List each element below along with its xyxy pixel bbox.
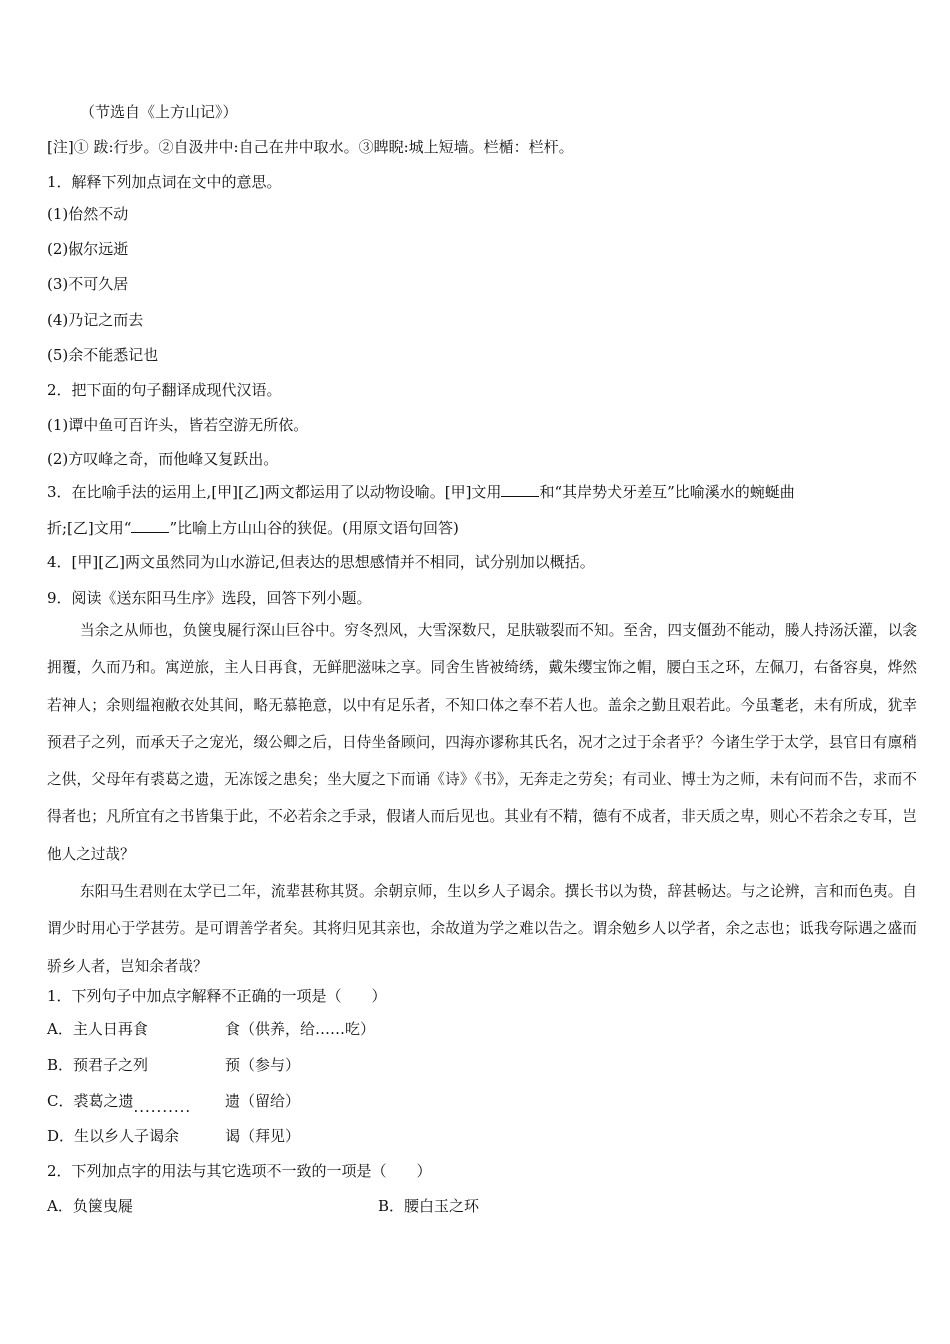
- question-1-item: (3)不可久居: [47, 275, 129, 293]
- reading-passage: [47, 612, 917, 985]
- option-gloss: 预（参与）: [225, 1056, 301, 1074]
- option-a[interactable]: A．负箧曳屣: [47, 1197, 133, 1215]
- sub-question-2-stem: 2．下列加点字的用法与其它选项不一致的一项是（ ）: [47, 1162, 432, 1180]
- emphasis-dots: ..........: [133, 1098, 192, 1116]
- option-b[interactable]: B．腰白玉之环: [378, 1197, 480, 1215]
- question-2-stem: 2．把下面的句子翻译成现代汉语。: [47, 381, 282, 399]
- question-2-item: (2)方叹峰之奇，而他峰又复跃出。: [47, 450, 279, 468]
- answer-blank[interactable]: [501, 482, 539, 497]
- option-b[interactable]: [47, 1055, 300, 1075]
- option-gloss: 食（供养，给……吃）: [225, 1020, 376, 1038]
- question-1-item: (2)俶尔远逝: [47, 240, 129, 258]
- option-label: D．生以乡人子谒余: [47, 1127, 180, 1145]
- question-3-text: 3．在比喻手法的运用上,[甲][乙]两文都运用了以动物设喻。[甲]文用: [47, 483, 502, 501]
- option-label: A．主人日再食: [47, 1020, 148, 1038]
- question-3-text: 和“其岸势犬牙差互”比喻溪水的蜿蜒曲: [539, 483, 795, 501]
- question-1-item: (5)余不能悉记也: [47, 346, 159, 364]
- question-3-line-2: [47, 518, 459, 538]
- question-3-line-1: [47, 482, 795, 502]
- question-1-item: (1)佁然不动: [47, 205, 129, 223]
- option-label: B．预君子之列: [47, 1056, 149, 1074]
- option-a[interactable]: [47, 1019, 375, 1039]
- source-note: （节选自《上方山记》）: [80, 103, 238, 121]
- question-3-text: ”比喻上方山山谷的狭促。(用原文语句回答): [169, 519, 459, 537]
- option-c[interactable]: [47, 1091, 301, 1116]
- passage-paragraph: 东阳马生君则在太学已二年，流辈甚称其贤。余朝京师，生以乡人子谒余。撰长书以为贽，辞甚畅达。与之论辨，言和而色夷。自谓少时用心于学甚劳。是可谓善学者矣。其将归见其亲也，余故道为学之难以告之。谓余勉乡人以学者，余之志也；诋我夸际遇之盛而骄乡人者，岂知余者哉？: [47, 883, 917, 975]
- option-gloss: 谒（拜见）: [225, 1127, 301, 1145]
- option-label: C．裘葛之遗: [47, 1092, 134, 1110]
- question-3-text: 折;[乙]文用“: [47, 519, 132, 537]
- option-label-with-dots: [47, 1091, 225, 1116]
- option-d[interactable]: [47, 1126, 300, 1146]
- annotation-note: [注]① 跋:行步。②自汲井中:自己在井中取水。③睥睨:城上短墙。栏楯：栏杆。: [47, 138, 574, 156]
- question-1-stem: 1．解释下列加点词在文中的意思。: [47, 173, 282, 191]
- sub-question-1-stem: 1．下列句子中加点字解释不正确的一项是（ ）: [47, 987, 387, 1005]
- question-1-item: (4)乃记之而去: [47, 311, 144, 329]
- passage-paragraph: 当余之从师也，负箧曳屣行深山巨谷中。穷冬烈风，大雪深数尺，足肤皲裂而不知。至舍，四支僵劲不能动，媵人持汤沃灌，以衾拥覆，久而乃和。寓逆旅，主人日再食，无鲜肥滋味之享。同舍生皆被绮绣，戴朱缨宝饰之帽，腰白玉之环，左佩刀，右备容臭，烨然若神人；余则缊袍敝衣处其间，略无慕艳意，以中有足乐者，不知口体之奉不若人也。盖余之勤且艰若此。今虽耄老，未有所成，犹幸预君子之列，而承天子之宠光，缀公卿之后，日侍坐备顾问，四海亦谬称其氏名，况才之过于余者乎？今诸生学于太学，县官日有廪稍之供，父母年有裘葛之遗，无冻馁之患矣；坐大厦之下而诵《诗》《书》，无奔走之劳矣；有司业、博士为之师，未有问而不告，求而不得者也；凡所宜有之书皆集于此，不必若余之手录，假诸人而后见也。其业有不精，德有不成者，非天质之卑，则心不若余之专耳，岂他人之过哉？: [47, 622, 917, 863]
- question-2-item: (1)谭中鱼可百许头，皆若空游无所依。: [47, 416, 309, 434]
- question-4-stem: 4．[甲][乙]两文虽然同为山水游记,但表达的思想感情并不相同，试分别加以概括。: [47, 553, 595, 571]
- answer-blank[interactable]: [131, 518, 169, 533]
- option-gloss: 遗（留给）: [225, 1092, 301, 1110]
- question-9-stem: 9．阅读《送东阳马生序》选段，回答下列小题。: [47, 589, 372, 607]
